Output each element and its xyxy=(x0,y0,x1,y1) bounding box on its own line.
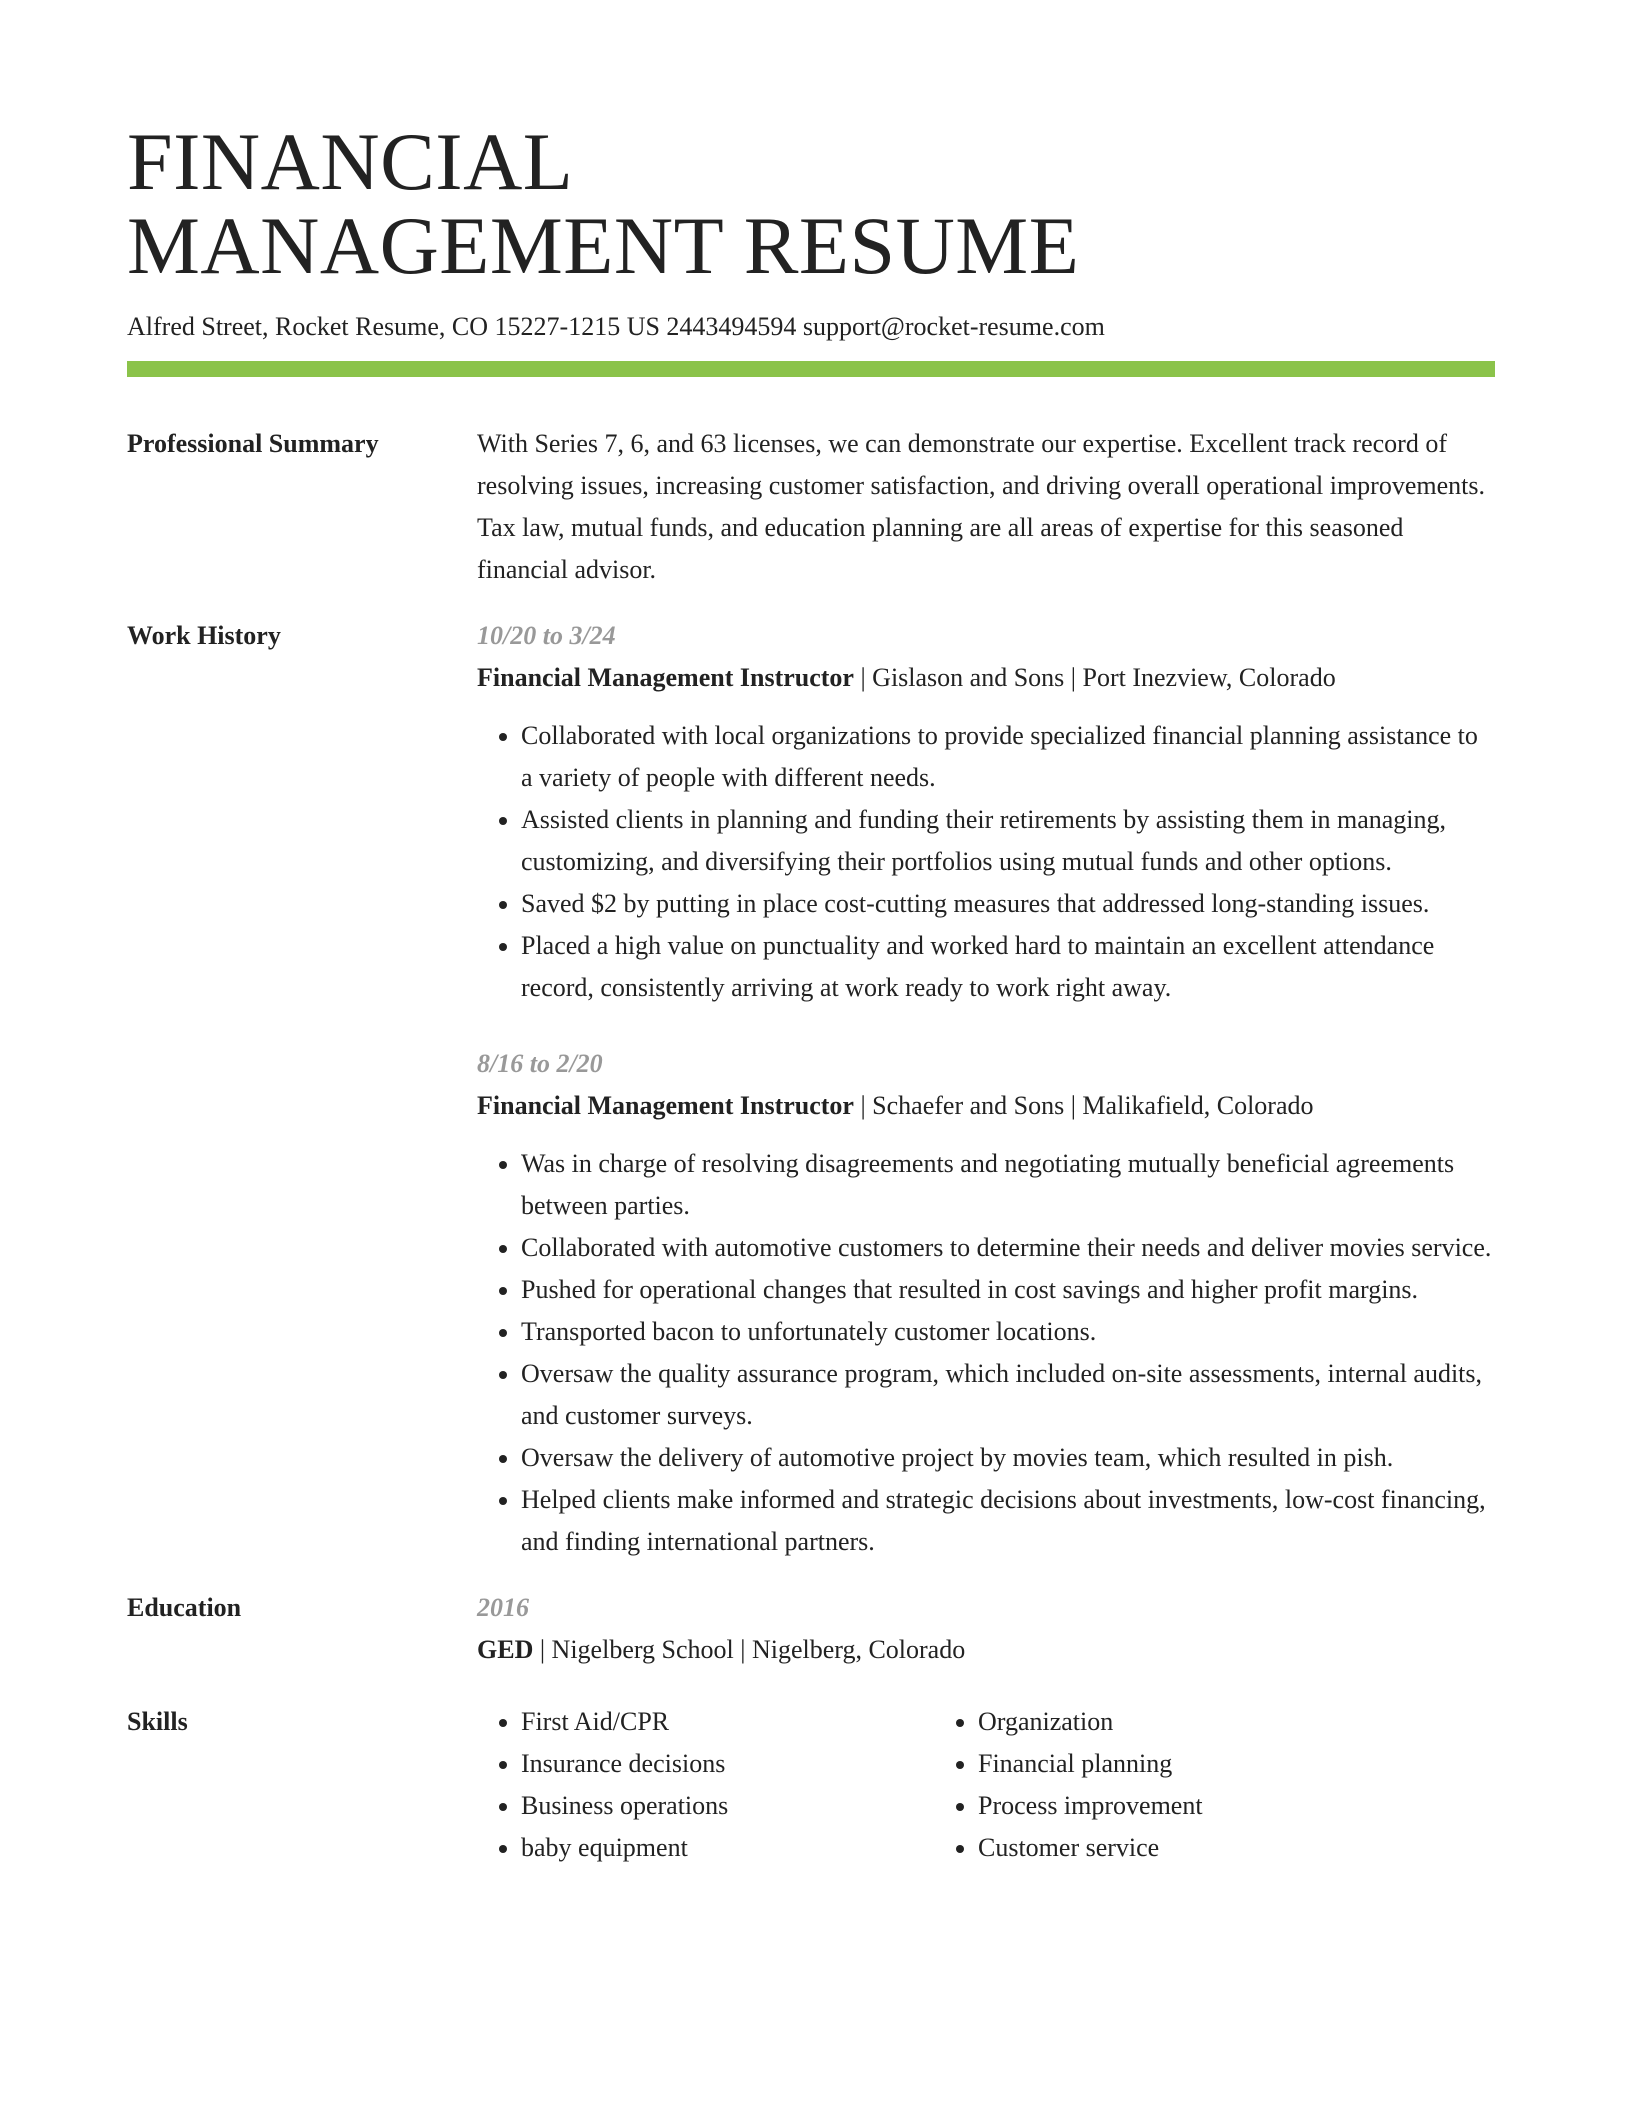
job-bullet: • Oversaw the delivery of automotive project by movies team, which resulted in pish. xyxy=(521,1437,1495,1479)
skill-item: • baby equipment xyxy=(521,1827,934,1869)
skill-item: • Customer service xyxy=(978,1827,1391,1869)
job-bullet: • Collaborated with local organizations to provide specialized financial planning assistance to a variety of people with different needs. xyxy=(521,715,1495,799)
job-title-line xyxy=(477,1085,1495,1127)
job-employer-location: | Gislason and Sons | Port Inezview, Colorado xyxy=(853,663,1336,692)
job-employer-location: | Schaefer and Sons | Malikafield, Colorado xyxy=(853,1091,1314,1120)
skills-grid xyxy=(477,1701,1495,1869)
job-bullet: • Oversaw the quality assurance program, which included on-site assessments, internal audits, and customer surveys. xyxy=(521,1353,1495,1437)
job-bullet: • Collaborated with automotive customers to determine their needs and deliver movies service. xyxy=(521,1227,1495,1269)
education-year: 2016 xyxy=(477,1593,529,1622)
skills-list-right xyxy=(934,1701,1391,1869)
job-bullets xyxy=(477,1143,1495,1563)
contact-info: Alfred Street, Rocket Resume, CO 15227-1215 US 2443494594 support@rocket-resume.com xyxy=(127,312,1105,341)
job-title-line xyxy=(477,657,1495,699)
skill-item: • Process improvement xyxy=(978,1785,1391,1827)
job-title: Financial Management Instructor xyxy=(477,663,854,692)
skill-item: • First Aid/CPR xyxy=(521,1701,934,1743)
summary-heading: Professional Summary xyxy=(127,429,379,458)
skills-section xyxy=(127,1701,1495,1869)
job-bullet: • Placed a high value on punctuality and worked hard to maintain an excellent attendance record, consistently arriving at work ready to work right away. xyxy=(521,925,1495,1009)
resume-title xyxy=(127,116,1495,291)
resume-page xyxy=(127,116,1495,1869)
education-school-location: | Nigelberg School | Nigelberg, Colorado xyxy=(533,1635,966,1664)
work-history-body xyxy=(477,615,1495,1563)
education-section xyxy=(127,1587,1495,1671)
job-bullet: • Pushed for operational changes that resulted in cost savings and higher profit margins. xyxy=(521,1269,1495,1311)
work-history-section xyxy=(127,615,1495,1563)
job-dates: 8/16 to 2/20 xyxy=(477,1049,603,1078)
skill-item: • Organization xyxy=(978,1701,1391,1743)
resume-title-line-2: MANAGEMENT RESUME xyxy=(127,200,1080,291)
job-bullet: • Was in charge of resolving disagreements and negotiating mutually beneficial agreements between parties. xyxy=(521,1143,1495,1227)
skills-list-left xyxy=(477,1701,934,1869)
education-line xyxy=(477,1629,1495,1671)
skills-body xyxy=(477,1701,1495,1869)
skills-heading: Skills xyxy=(127,1707,188,1736)
education-body xyxy=(477,1587,1495,1671)
education-degree: GED xyxy=(477,1635,534,1664)
job-bullet: • Saved $2 by putting in place cost-cutting measures that addressed long-standing issues. xyxy=(521,883,1495,925)
header-divider xyxy=(127,361,1495,377)
summary-text: With Series 7, 6, and 63 licenses, we can demonstrate our expertise. Excellent track record of resolving issues, increasing customer satisfaction, and driving overall operational improvements. Tax law, mutual funds, and education planning are all areas of expertise for this seasoned financial advisor. xyxy=(477,429,1485,584)
education-heading: Education xyxy=(127,1593,242,1622)
work-history-heading: Work History xyxy=(127,621,281,650)
skill-item: • Financial planning xyxy=(978,1743,1391,1785)
skill-item: • Business operations xyxy=(521,1785,934,1827)
job-dates: 10/20 to 3/24 xyxy=(477,621,616,650)
job-bullet: • Assisted clients in planning and funding their retirements by assisting them in managing, customizing, and diversifying their portfolios using mutual funds and other options. xyxy=(521,799,1495,883)
job-bullet: • Helped clients make informed and strategic decisions about investments, low-cost financing, and finding international partners. xyxy=(521,1479,1495,1563)
job-bullets xyxy=(477,715,1495,1009)
summary-section xyxy=(127,423,1495,591)
job-title: Financial Management Instructor xyxy=(477,1091,854,1120)
resume-title-line-1: FINANCIAL xyxy=(127,116,574,207)
job-entry xyxy=(477,615,1495,1009)
skill-item: • Insurance decisions xyxy=(521,1743,934,1785)
job-bullet: • Transported bacon to unfortunately customer locations. xyxy=(521,1311,1495,1353)
job-entry xyxy=(477,1043,1495,1563)
